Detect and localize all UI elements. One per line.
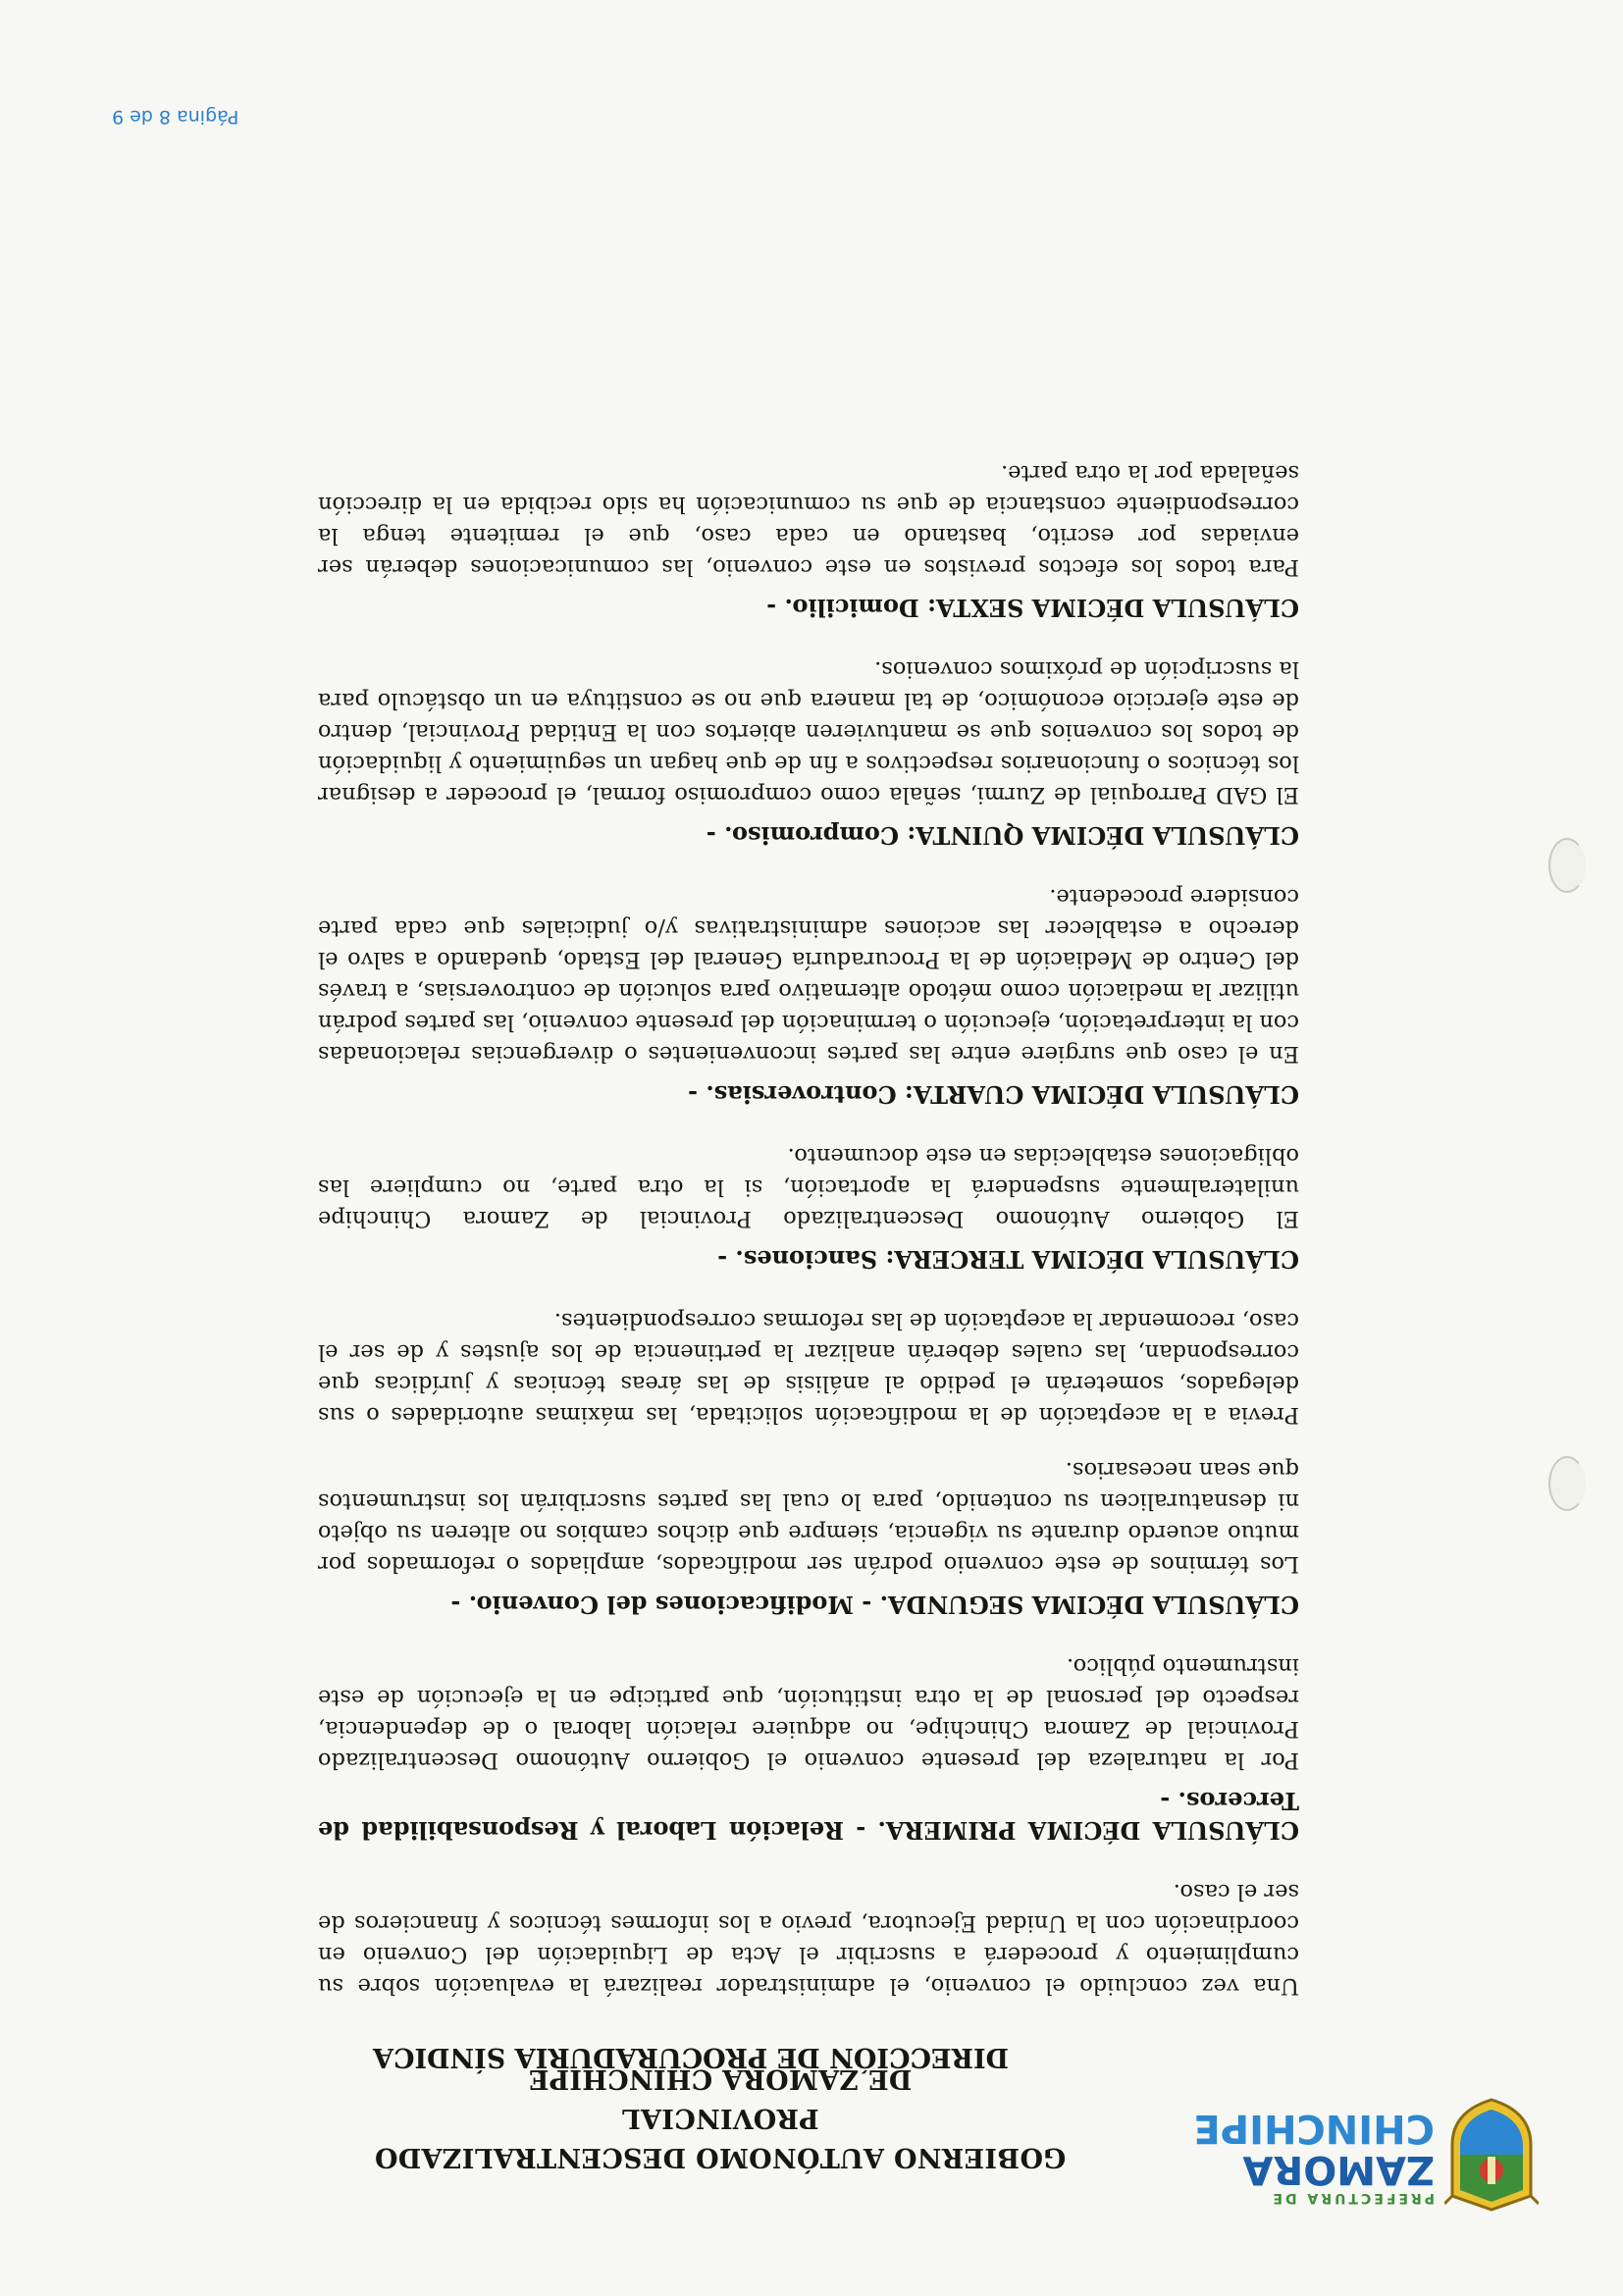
clause-paragraph: Previa a la aceptación de la modificación solicitada, las máximas autoridades o sus delegados, someterán el pedido al análisis de las áreas técnicas y jurídicas que correspondan, las cuales deberán analizar la pertinencia de los ajustes y de ser el caso, recomendar la aceptación de las reformas correspondientes. <box>318 1308 1299 1428</box>
intro-paragraph: Una vez concluido el convenio, el administrador realizará la evaluación sobre su cumplimiento y procederá a suscribir el Acta de Liquidación del Convenio en coordinación con la Unidad Ejecutora, previo a los informes técnicos y financieros de ser el caso. <box>318 1879 1299 1999</box>
clause-heading: CLÁUSULA DÉCIMA TERCERA: Sanciones. - <box>717 1245 1299 1274</box>
logo-wordmark <box>1193 2106 1435 2206</box>
logo-prefix-text: PREFECTURA DE <box>1270 2190 1435 2206</box>
document-body <box>318 457 1299 2002</box>
letterhead <box>92 2039 1554 2235</box>
coat-of-arms-icon <box>1444 2096 1539 2214</box>
clause-14 <box>318 881 1299 1109</box>
department-name: DIRECCIÓN DE PROCURADURÍA SÍNDICA <box>373 2042 1010 2072</box>
clause-heading: CLÁUSULA DÉCIMA SEGUNDA. - Modificaciones del Convenio. - <box>450 1591 1299 1619</box>
prefectura-logo <box>1193 2059 1554 2235</box>
clause-15 <box>318 653 1299 850</box>
clause-paragraph: Para todos los efectos previstos en este convenio, las comunicaciones deberán ser enviadas por escrito, bastando en cada caso, que el remitente tenga la correspondiente constancia de que su comunicación ha sido recibida en la dirección señalada por la otra parte. <box>318 460 1299 580</box>
clause-paragraph: El GAD Parroquial de Zurmi, señala como compromiso formal, el proceder a designar los técnicos o funcionarios respectivos a fin de que hagan un seguimiento y liquidación de todos los convenios que se mantuvieren abiertos con la Entidad Provincial, dentro de este ejercicio económico, de tal manera que no se constituya en un obstáculo para la suscripción de próximos convenios. <box>318 656 1299 808</box>
institution-name <box>279 2059 1162 2176</box>
clause-paragraph: El Gobierno Autónomo Descentralizado Provincial de Zamora Chinchipe unilateralmente suspenderá la aportación, si la otra parte, no cumpliere las obligaciones establecidas en este documento. <box>318 1143 1299 1231</box>
logo-zamora-text: ZAMORA <box>1242 2147 1435 2192</box>
clause-heading: CLÁUSULA DÉCIMA CUARTA: Controversias. - <box>688 1080 1299 1109</box>
institution-line-2: DE ZAMORA CHINCHIPE <box>528 2063 913 2094</box>
clause-heading: CLÁUSULA DÉCIMA PRIMERA. - Relación Laboral y Responsabilidad de Terceros. - <box>318 1787 1299 1845</box>
clause-11 <box>318 1650 1299 1845</box>
clause-12 <box>318 1305 1299 1619</box>
clause-paragraph: Por la naturaleza del presente convenio el Gobierno Autónomo Descentralizado Provincial de Zamora Chinchipe, no adquiere relación laboral o de dependencia, respecto del personal de la otra institución, que participe en la ejecución de este instrumento público. <box>318 1653 1299 1773</box>
punch-hole <box>1548 1456 1586 1511</box>
clause-16 <box>318 457 1299 622</box>
clause-heading: CLÁUSULA DÉCIMA QUINTA: Compromiso. - <box>706 821 1299 850</box>
page-number: Página 8 de 9 <box>112 106 239 128</box>
clause-paragraph: En el caso que surgiere entre las partes inconvenientes o divergencias relacionadas con la interpretación, ejecución o terminación del presente convenio, las partes podrán utilizar la mediación como método alternativo para solución de controversias, a través del Centro de Mediación de la Procuraduría General del Estado, quedando a salvo el derecho a establecer las acciones administrativas y/o judiciales que cada parte considere procedente. <box>318 884 1299 1067</box>
clause-paragraph: Los términos de este convenio podrán ser modificados, ampliados o reformados por mutuo acuerdo durante su vigencia, siempre que dichos cambios no alteren su objeto ni desnaturalicen su contenido, para lo cual las partes suscribirán los instrumentos que sean necesarios. <box>318 1457 1299 1577</box>
clause-13 <box>318 1140 1299 1274</box>
logo-chinchipe-text: CHINCHIPE <box>1193 2106 1435 2151</box>
punch-hole <box>1548 838 1586 893</box>
institution-line-1: GOBIERNO AUTÓNOMO DESCENTRALIZADO PROVINCIAL <box>374 2103 1067 2172</box>
clause-heading: CLÁUSULA DÉCIMA SEXTA: Domicilio. - <box>766 594 1299 622</box>
